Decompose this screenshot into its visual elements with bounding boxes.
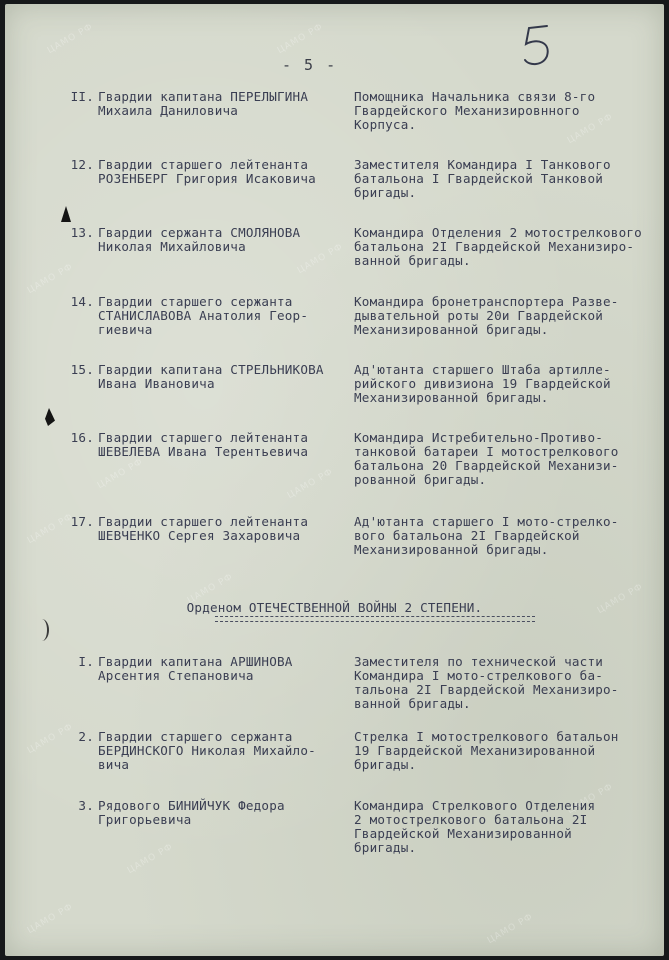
archive-watermark: ЦАМО РФ xyxy=(25,511,76,547)
entry-role: Заместителя по технической части Командира I мото-стрелкового ба- тальона 2I Гвардейской Механизиро- ванной бригады. xyxy=(354,654,619,711)
archive-watermark: ЦАМО РФ xyxy=(45,21,96,57)
entry-name: Гвардии старшего лейтенанта ШЕВЧЕНКО Сергея Захаровича xyxy=(98,514,309,543)
archive-watermark: ЦАМО РФ xyxy=(485,911,536,947)
archive-watermark: ЦАМО РФ xyxy=(275,21,326,57)
entry-index: 12. xyxy=(70,157,94,172)
section-title: Орденом ОТЕЧЕСТВЕННОЙ ВОЙНЫ 2 СТЕПЕНИ. xyxy=(186,600,483,615)
entry-role: Командира Отделения 2 мотострелкового батальона 2I Гвардейской Механизиро- ванной бригады. xyxy=(354,225,642,268)
entry-role: Командира Стрелкового Отделения 2 мотострелкового батальона 2I Гвардейской Механизированной бригады. xyxy=(354,798,596,855)
entry-name: Гвардии капитана АРШИНОВА Арсентия Степановича xyxy=(98,654,293,683)
entry-name: Рядового БИНИЙЧУК Федора Григорьевича xyxy=(98,798,285,827)
punch-mark xyxy=(35,619,49,641)
entry-index: 2. xyxy=(78,729,94,744)
section-underline xyxy=(215,616,535,622)
entry-role: Командира бронетранспортера Разве- дывательной роты 20и Гвардейской Механизированной бригады. xyxy=(354,294,619,337)
entry-index: 15. xyxy=(70,362,94,377)
archive-watermark: ЦАМО РФ xyxy=(565,111,616,147)
entry-name: Гвардии старшего сержанта СТАНИСЛАВОВА Анатолия Геор- гиевича xyxy=(98,294,309,337)
entry-name: Гвардии капитана СТРЕЛЬНИКОВА Ивана Ивановича xyxy=(98,362,324,391)
archive-watermark: ЦАМО РФ xyxy=(185,571,236,607)
entry-index: 14. xyxy=(70,294,94,309)
entry-index: 16. xyxy=(70,430,94,445)
entry-name: Гвардии старшего лейтенанта ШЕВЕЛЕВА Ивана Терентьевича xyxy=(98,430,309,459)
entry-index: I. xyxy=(78,654,94,669)
punch-mark xyxy=(45,408,55,426)
entry-name: Гвардии капитана ПЕРЕЛЫГИНА Михаила Даниловича xyxy=(98,89,309,118)
entry-role: Командира Истребительно-Противо- танковой батареи I мотострелкового батальона 20 Гвардейской Механизи- рованной бригады. xyxy=(354,430,619,487)
entry-index: II. xyxy=(70,89,94,104)
entry-role: Помощника Начальника связи 8-го Гвардейского Механизировнного Корпуса. xyxy=(354,89,596,132)
entry-name: Гвардии старшего сержанта БЕРДИНСКОГО Николая Михайло- вича xyxy=(98,729,316,772)
archive-watermark: ЦАМО РФ xyxy=(25,901,76,937)
entry-index: 17. xyxy=(70,514,94,529)
entry-index: 3. xyxy=(78,798,94,813)
entry-name: Гвардии старшего лейтенанта РОЗЕНБЕРГ Григория Исаковича xyxy=(98,157,316,186)
archive-watermark: ЦАМО РФ xyxy=(125,841,176,877)
handwritten-page-number xyxy=(517,22,557,72)
punch-mark xyxy=(61,206,71,222)
entry-name: Гвардии сержанта СМОЛЯНОВА Николая Михайловича xyxy=(98,225,301,254)
entry-role: Заместителя Командира I Танкового батальона I Гвардейской Танковой бригады. xyxy=(354,157,611,200)
archive-watermark: ЦАМО РФ xyxy=(295,241,346,277)
archive-watermark: ЦАМО РФ xyxy=(25,261,76,297)
entry-index: 13. xyxy=(70,225,94,240)
entry-role: Ад'ютанта старшего Штаба артилле- рийского дивизиона 19 Гвардейской Механизированной бригады. xyxy=(354,362,611,405)
archive-watermark: ЦАМО РФ xyxy=(595,581,646,617)
archive-watermark: ЦАМО РФ xyxy=(565,781,616,817)
entry-role: Стрелка I мотострелкового батальон 19 Гвардейской Механизированной бригады. xyxy=(354,729,619,772)
document-page xyxy=(5,4,664,956)
entry-role: Ад'ютанта старшего I мото-стрелко- вого батальона 2I Гвардейской Механизированной бригады. xyxy=(354,514,619,557)
archive-watermark: ЦАМО РФ xyxy=(285,466,336,502)
archive-watermark: ЦАМО РФ xyxy=(25,721,76,757)
archive-watermark: ЦАМО РФ xyxy=(95,456,146,492)
page-number: - 5 - xyxy=(282,56,338,74)
